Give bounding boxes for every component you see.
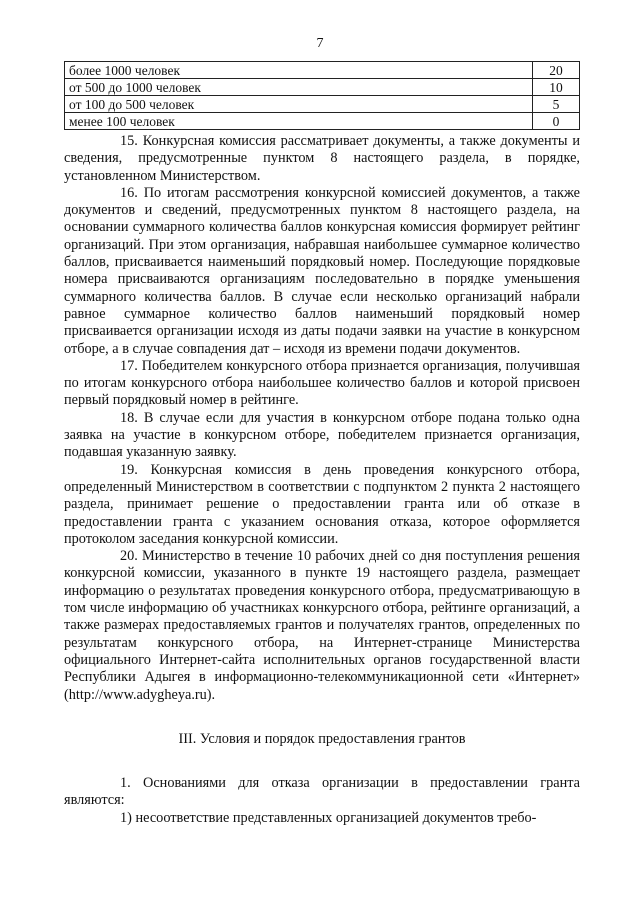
- row-label: более 1000 человек: [65, 62, 533, 79]
- paragraph-15: 15. Конкурсная комиссия рассматривает документы, а также документы и сведения, предусмотренные пунктом 8 настоящего раздела, в порядке, установленном Министерством.: [64, 133, 580, 184]
- table-row: [65, 96, 580, 113]
- row-label: от 500 до 1000 человек: [65, 79, 533, 96]
- section-heading: III. Условия и порядок предоставления грантов: [178, 730, 466, 747]
- document-body: [64, 133, 580, 827]
- row-score: 0: [533, 113, 580, 130]
- table-row: [65, 113, 580, 130]
- row-score: 10: [533, 79, 580, 96]
- row-label: от 100 до 500 человек: [65, 96, 533, 113]
- section3-paragraph-1: 1. Основаниями для отказа организации в предоставлении гранта являются:: [64, 775, 580, 809]
- row-score: 5: [533, 96, 580, 113]
- table-row: [65, 79, 580, 96]
- paragraph-16: 16. По итогам рассмотрения конкурсной комиссией документов, а также документов и сведений, предусмотренных пунктом 8 настоящего раздела, на основании суммарного количества баллов конкурсная комиссия формирует рейтинг организаций. При этом организация, набравшая наибольшее суммарное количество баллов, присваивается наименьший порядковый номер. Последующие порядковые номера присваиваются организациям последовательно в порядке уменьшения суммарного количества баллов. В случае если несколько организаций набрали равное суммарное количество баллов наименьший порядковый номер присваивается организации исходя из даты подачи заявки на участие в конкурсном отборе, а в случае совпадения дат – исходя из времени подачи документов.: [64, 184, 580, 357]
- paragraph-19: 19. Конкурсная комиссия в день проведения конкурсного отбора, определенный Министерством в соответствии с подпунктом 2 пункта 2 настоящего раздела, принимает решение о предоставлении гранта или об отказе в предоставлении гранта с указанием основания отказа, которое оформляется протоколом заседания конкурсной комиссии.: [64, 461, 580, 547]
- paragraph-20: 20. Министерство в течение 10 рабочих дней со дня поступления решения конкурсной комиссии, указанного в пункте 19 настоящего раздела, размещает информацию о результатах проведения конкурсного отбора, предусматривающую в том числе информацию об участниках конкурсного отбора, рейтинге организаций, а также размерах предоставляемых грантов и получателях грантов, определенных по результатам конкурсного отбора, на Интернет-странице Министерства официального Интернет-сайта исполнительных органов государственной власти Республики Адыгея в информационно-телекоммуникационной сети «Интернет» (http://www.adygheya.ru).: [64, 548, 580, 703]
- section3-item-1: 1) несоответствие представленных организацией документов требо-: [120, 809, 537, 826]
- paragraph-18: 18. В случае если для участия в конкурсном отборе подана только одна заявка на участие в конкурсном отборе, победителем признается организация, подавшая указанную заявку.: [64, 409, 580, 461]
- score-table-body: [65, 62, 580, 130]
- row-score: 20: [533, 62, 580, 79]
- table-row: [65, 62, 580, 79]
- row-label: менее 100 человек: [65, 113, 533, 130]
- paragraph-17: 17. Победителем конкурсного отбора признается организация, получившая по итогам конкурсного отбора наибольшее количество баллов и которой присвоен первый порядковый номер в рейтинге.: [64, 357, 580, 409]
- score-table: [64, 61, 580, 130]
- page-number: 7: [316, 36, 324, 51]
